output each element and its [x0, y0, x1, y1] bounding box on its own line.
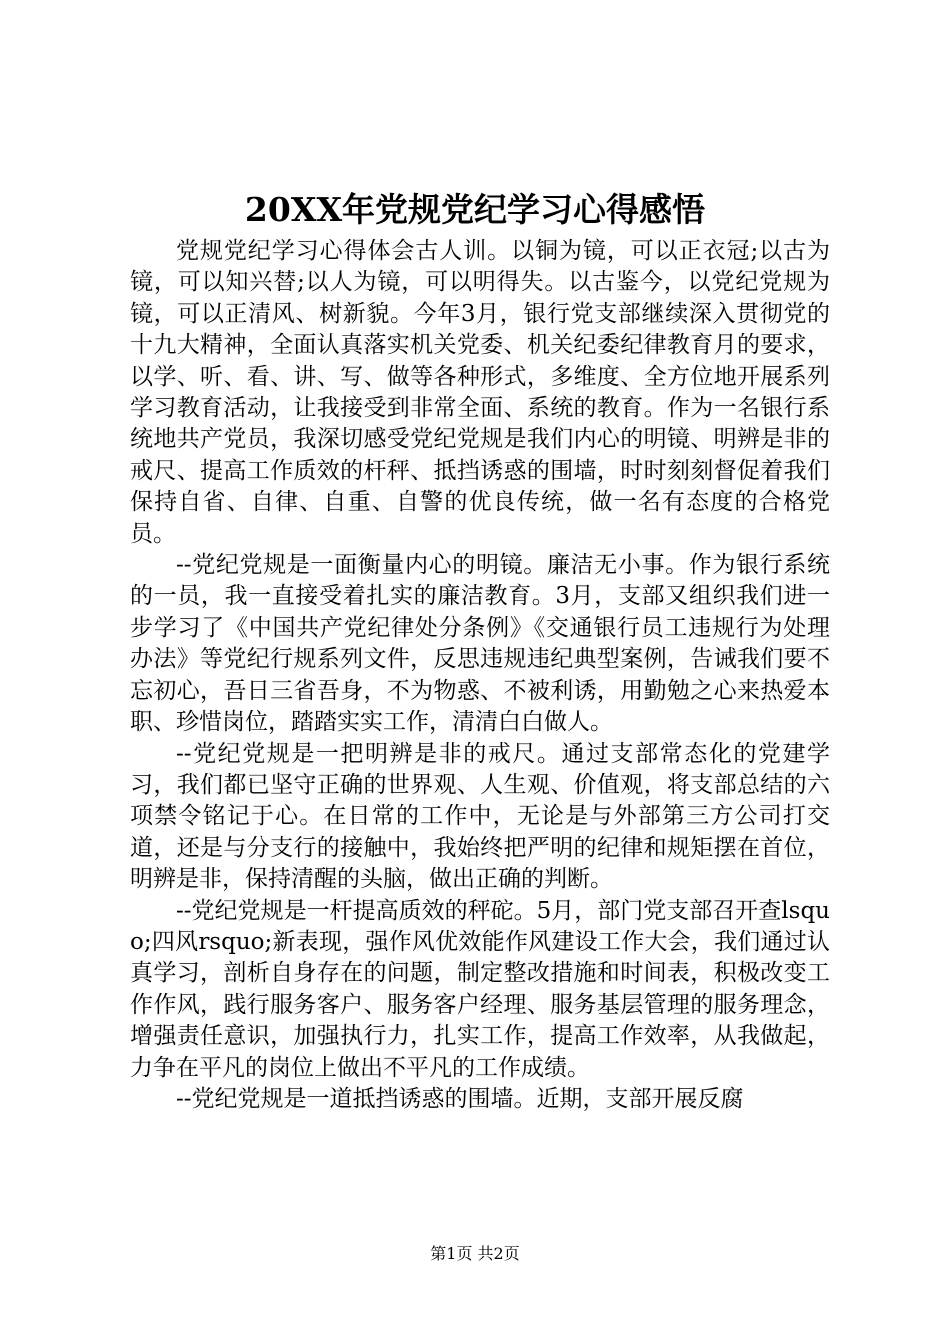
document-body — [130, 236, 830, 1115]
body-paragraph-wall: --党纪党规是一道抵挡诱惑的围墙。近期，支部开展反腐 — [176, 1085, 744, 1112]
page-number-footer: 第1页 共2页 — [430, 1244, 520, 1263]
body-paragraph-scale: --党纪党规是一杆提高质效的秤砣。5月，部门党支部召开查lsquo;四风rsquo;新表现，强作风优效能作风建设工作大会，我们通过认真学习，剖析自身存在的问题，制定整改措施和时间表，积极改变工作作风，践行服务客户、服务客户经理、服务基层管理的服务理念，增强责任意识，加强执行力，扎实工作，提高工作效率，从我做起，力争在平凡的岗位上做出不平凡的工作成绩。 — [130, 897, 830, 1081]
body-paragraph-mirror: --党纪党规是一面衡量内心的明镜。廉洁无小事。作为银行系统的一员，我一直接受着扎实的廉洁教育。3月，支部又组织我们进一步学习了《中国共产党纪律处分条例》《交通银行员工违规行为处理办法》等党纪行规系列文件，反思违规违纪典型案例，告诫我们要不忘初心，吾日三省吾身，不为物惑、不被利诱，用勤勉之心来热爱本职、珍惜岗位，踏踏实实工作，清清白白做人。 — [130, 552, 830, 736]
body-paragraph-intro: 党规党纪学习心得体会古人训。以铜为镜，可以正衣冠;以古为镜，可以知兴替;以人为镜，可以明得失。以古鉴今，以党纪党规为镜，可以正清风、树新貌。今年3月，银行党支部继续深入贯彻党的十九大精神，全面认真落实机关党委、机关纪委纪律教育月的要求，以学、听、看、讲、写、做等各种形式，多维度、全方位地开展系列学习教育活动，让我接受到非常全面、系统的教育。作为一名银行系统地共产党员，我深切感受党纪党规是我们内心的明镜、明辨是非的戒尺、提高工作质效的杆秤、抵挡诱惑的围墙，时时刻刻督促着我们保持自省、自律、自重、自警的优良传统，做一名有态度的合格党员。 — [130, 238, 830, 547]
body-paragraph-ruler: --党纪党规是一把明辨是非的戒尺。通过支部常态化的党建学习，我们都已坚守正确的世界观、人生观、价值观，将支部总结的六项禁令铭记于心。在日常的工作中，无论是与外部第三方公司打交道，还是与分支行的接触中，我始终把严明的纪律和规矩摆在首位，明辨是非，保持清醒的头脑，做出正确的判断。 — [130, 740, 830, 893]
document-title: 20XX年党规党纪学习心得感悟 — [244, 190, 706, 229]
